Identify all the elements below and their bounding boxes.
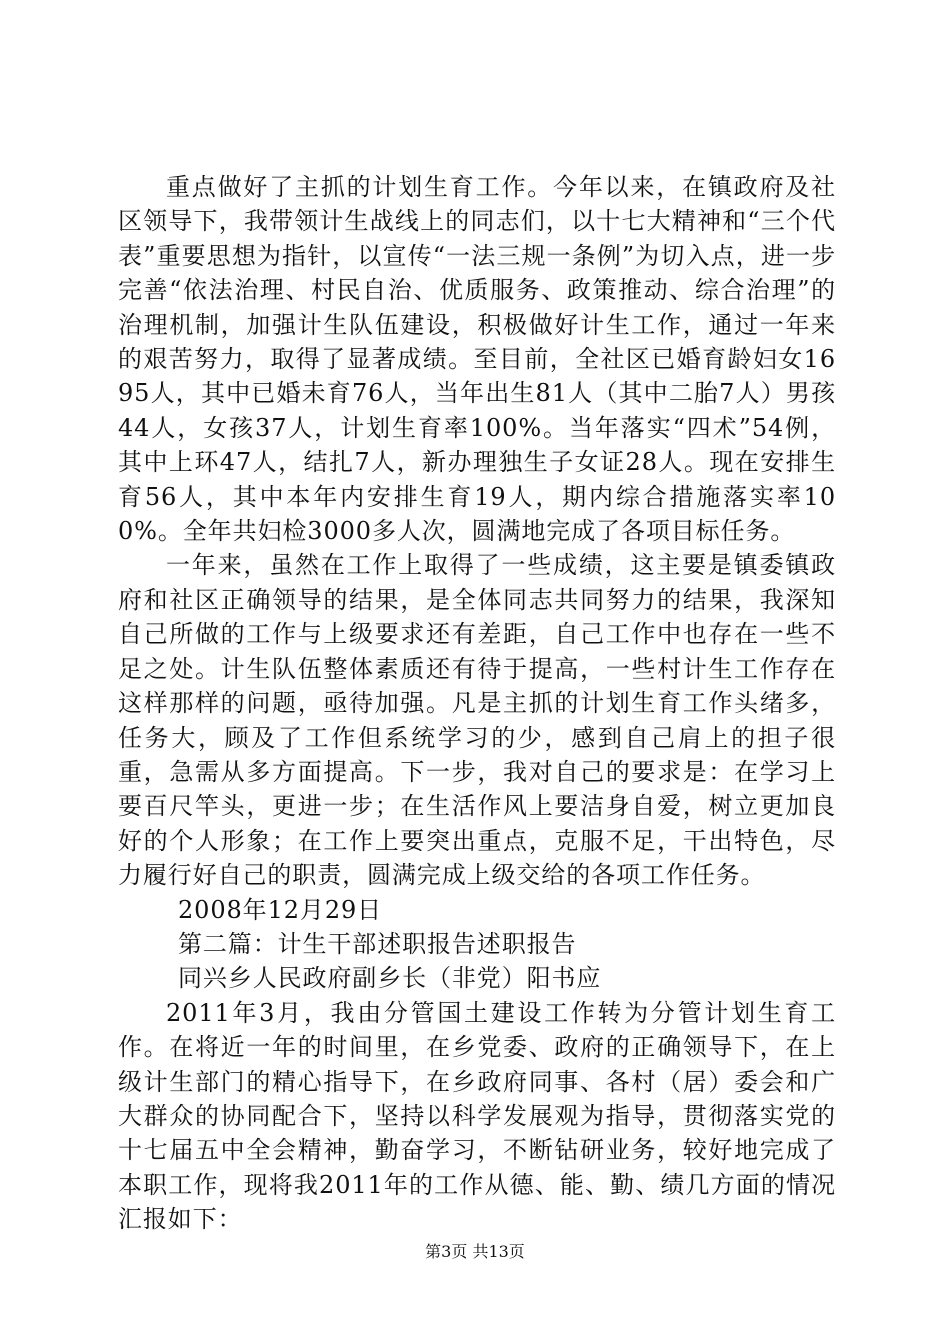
author-line: 同兴乡人民政府副乡长（非党）阳书应 (178, 964, 602, 993)
paragraph-summary-reflection: 一年来，虽然在工作上取得了一些成绩，这主要是镇委镇政府和社区正确领导的结果，是全体同志共同努力的结果，我深知自己所做的工作与上级要求还有差距，自己工作中也存在一些不足之处。计生队伍整体素质还有待于提高，一些村计生工作存在这样那样的问题，亟待加强。凡是主抓的计划生育工作头绪多，任务大，顾及了工作但系统学习的少，感到自己肩上的担子很重，急需从多方面提高。下一步，我对自己的要求是：在学习上要百尺竿头，更进一步；在生活作风上要洁身自爱，树立更加良好的个人形象；在工作上要突出重点，克服不足，干出特色，尽力履行好自己的职责，圆满完成上级交给的各项工作任务。 (118, 551, 836, 890)
page-number-footer: 第3页 共13页 (425, 1242, 525, 1261)
date-line: 2008年12月29日 (178, 895, 383, 924)
paragraph-planning-work: 重点做好了主抓的计划生育工作。今年以来，在镇政府及社区领导下，我带领计生战线上的同志们，以十七大精神和“三个代表”重要思想为指针，以宣传“一法三规一条例”为切入点，进一步完善“依法治理、村民自治、优质服务、政策推动、综合治理”的治理机制，加强计生队伍建设，积极做好计生工作，通过一年来的艰苦努力，取得了显著成绩。至目前，全社区已婚育龄妇女1695人，其中已婚未育76人，当年出生81人（其中二胎7人）男孩44人，女孩37人，计划生育率100%。当年落实“四术”54例，其中上环47人，结扎7人，新办理独生子女证28人。现在安排生育56人，其中本年内安排生育19人，期内综合措施落实率100%。全年共妇检3000多人次，圆满地完成了各项目标任务。 (118, 173, 836, 546)
document-body (118, 170, 836, 1237)
section-title: 第二篇：计生干部述职报告述职报告 (178, 929, 577, 958)
paragraph-report-opening: 2011年3月，我由分管国土建设工作转为分管计划生育工作。在将近一年的时间里，在乡党委、政府的正确领导下，在上级计生部门的精心指导下，在乡政府同事、各村（居）委会和广大群众的协同配合下，坚持以科学发展观为指导，贯彻落实党的十七届五中全会精神，勤奋学习，不断钻研业务，较好地完成了本职工作，现将我2011年的工作从德、能、勤、绩几方面的情况汇报如下： (118, 998, 836, 1234)
